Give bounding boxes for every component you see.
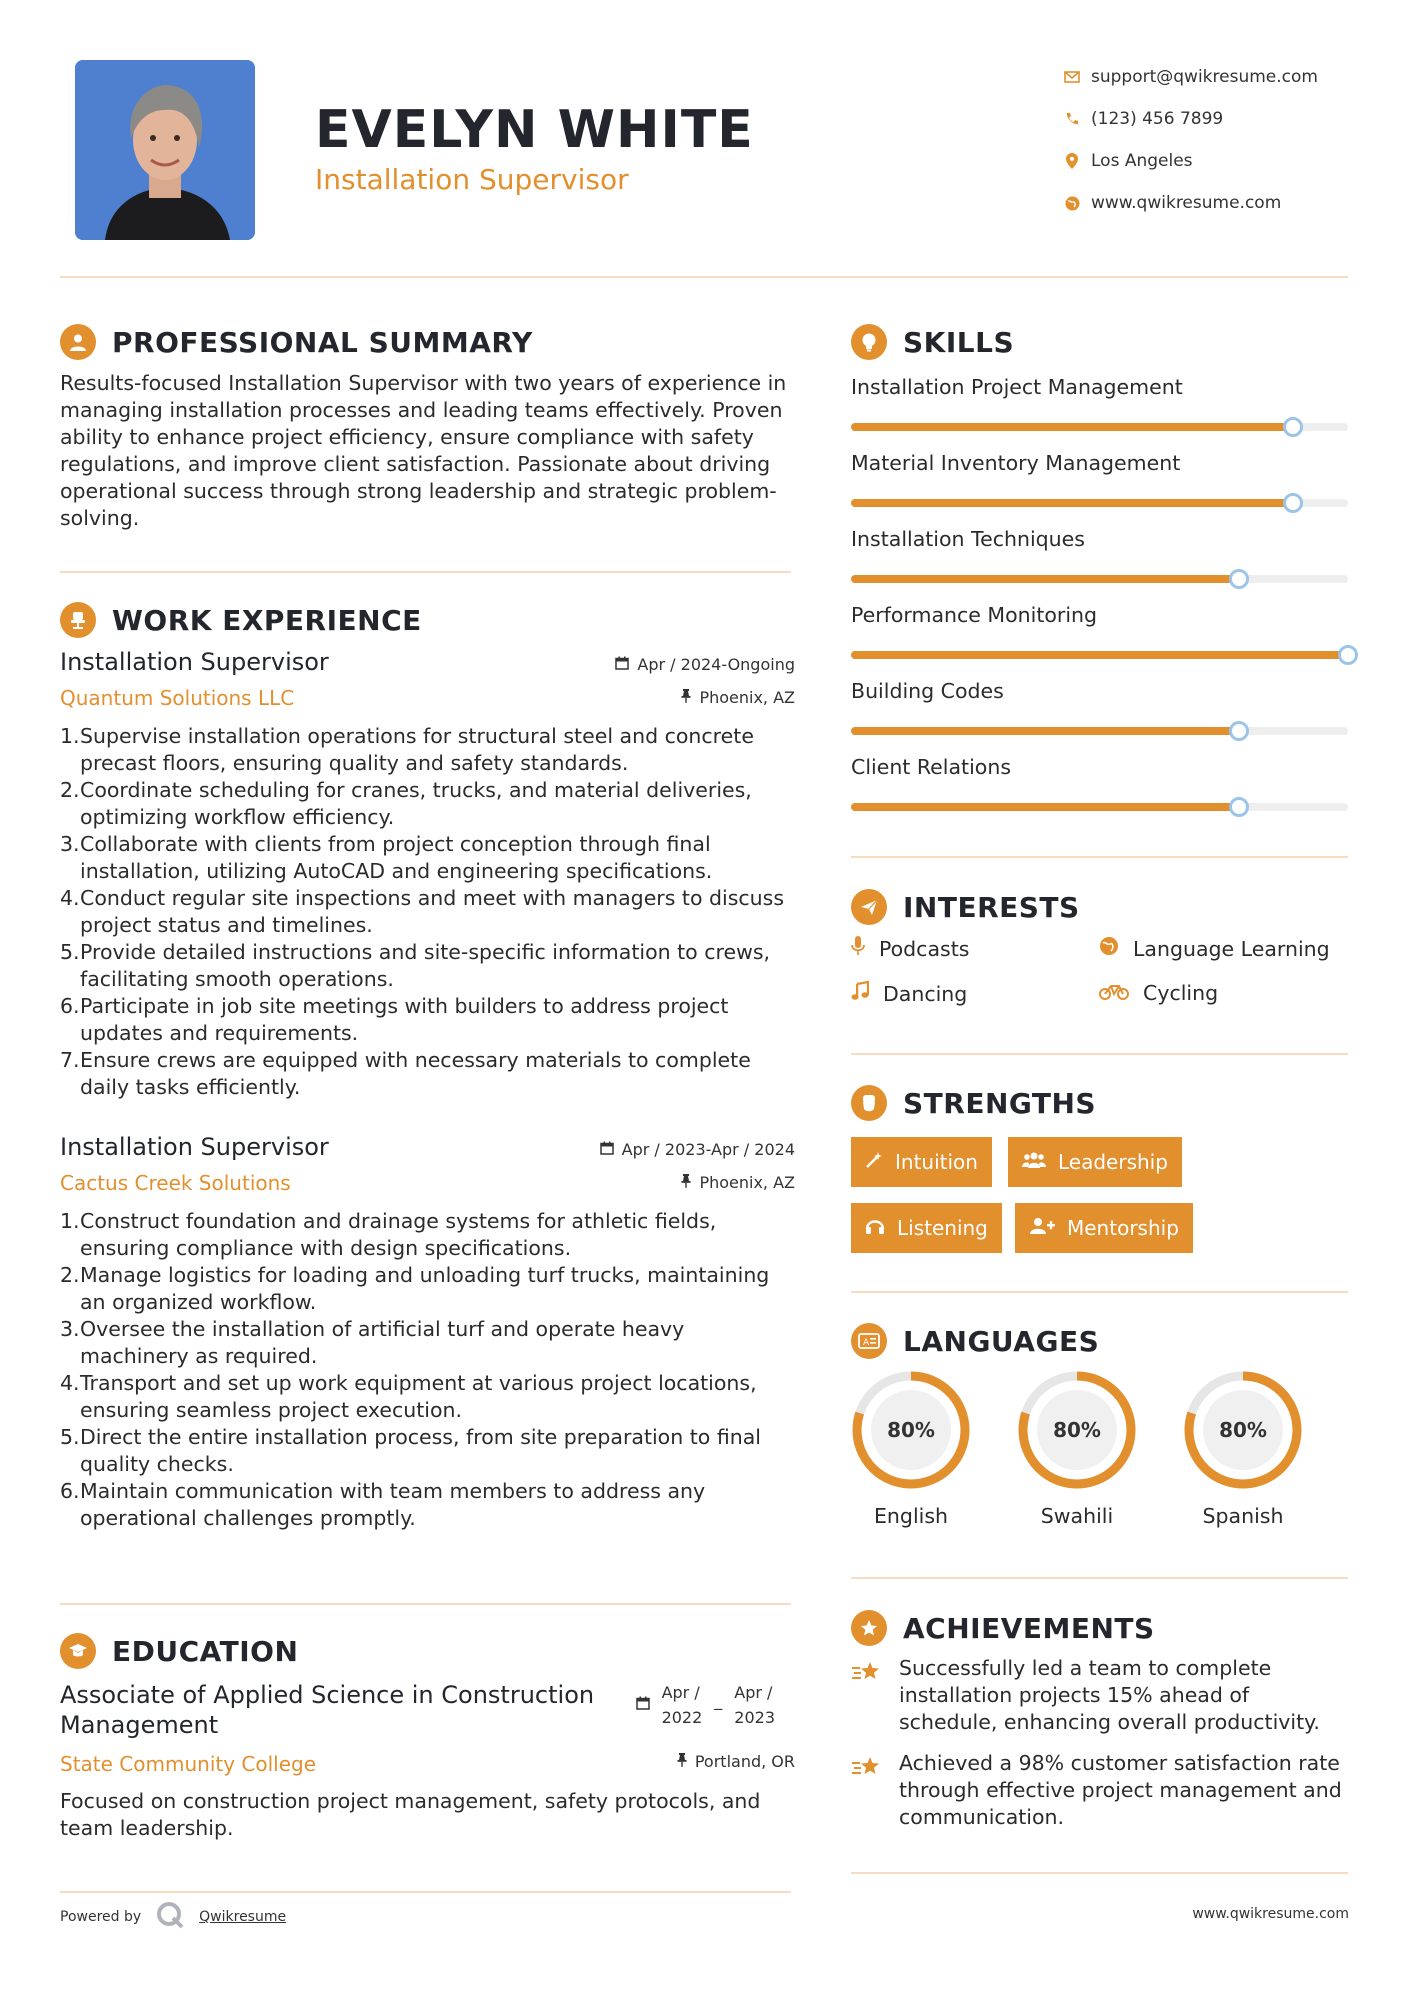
job-dates-text: Apr / 2023-Apr / 2024 xyxy=(621,1140,795,1159)
bullet-number: 7. xyxy=(60,1048,80,1072)
interest-item xyxy=(851,936,969,961)
education-entry xyxy=(60,1680,795,1842)
language-progress-ring xyxy=(849,1368,973,1492)
bullet-text: Participate in job site meetings with builders to address project updates and requirements. xyxy=(80,994,729,1045)
strengths-divider xyxy=(851,1291,1348,1293)
job-bullet xyxy=(60,993,795,1047)
achievement-text: Successfully led a team to complete installation projects 15% ahead of schedule, enhancing overall productivity. xyxy=(899,1656,1320,1734)
bullet-text: Manage logistics for loading and unloading turf trucks, maintaining an organized workflow. xyxy=(80,1263,770,1314)
education-start xyxy=(662,1680,703,1730)
education-heading-text: EDUCATION xyxy=(112,1634,299,1668)
skill-label: Client Relations xyxy=(851,755,1012,779)
lightbulb-icon xyxy=(851,324,887,360)
strength-tag xyxy=(851,1203,1002,1253)
skill-label: Performance Monitoring xyxy=(851,603,1098,627)
skill-bar-fill xyxy=(851,423,1293,431)
bullet-text: Transport and set up work equipment at various project locations, ensuring seamless project execution. xyxy=(80,1371,757,1422)
work-divider xyxy=(60,1603,791,1605)
contact-list xyxy=(1053,56,1383,224)
achievements-heading xyxy=(851,1610,1155,1646)
shooting-star-icon xyxy=(851,1750,885,1831)
bullet-number: 6. xyxy=(60,1479,80,1503)
skill-bar xyxy=(851,575,1348,583)
job-bullet xyxy=(60,723,795,777)
job-location-text: Phoenix, AZ xyxy=(699,1173,795,1192)
interest-item xyxy=(1099,981,1218,1005)
date-separator: _ xyxy=(714,1691,723,1710)
education-end-year: 2023 xyxy=(734,1708,775,1727)
skill-bar-knob xyxy=(1229,569,1249,589)
star-badge-icon xyxy=(851,1610,887,1646)
music-note-icon xyxy=(851,981,869,1006)
job-location xyxy=(615,681,795,714)
job-meta xyxy=(615,648,795,714)
job-bullet xyxy=(60,1208,795,1262)
globe-icon xyxy=(1099,936,1119,961)
achievements-heading-text: ACHIEVEMENTS xyxy=(903,1611,1155,1645)
skill-bar xyxy=(851,499,1348,507)
job-location-text: Phoenix, AZ xyxy=(699,688,795,707)
bullet-number: 6. xyxy=(60,994,80,1018)
qwikresume-link[interactable]: Qwikresume xyxy=(199,1909,287,1925)
bullet-number: 3. xyxy=(60,832,80,856)
strength-tag xyxy=(851,1137,992,1187)
job-bullet xyxy=(60,939,795,993)
education-heading xyxy=(60,1633,298,1669)
contact-website-text: www.qwikresume.com xyxy=(1091,193,1282,213)
skill-item xyxy=(851,375,1348,431)
contact-phone[interactable] xyxy=(1053,98,1383,140)
bullet-number: 4. xyxy=(60,886,80,910)
interests-heading-text: INTERESTS xyxy=(903,890,1080,924)
bullet-text: Construct foundation and drainage systems for athletic fields, ensuring compliance with design specifications. xyxy=(80,1209,717,1260)
contact-email-text: support@qwikresume.com xyxy=(1091,67,1318,87)
achievement-item xyxy=(851,1750,1351,1831)
bullet-text: Collaborate with clients from project conception through final installation, utilizing AutoCAD and engineering specifications. xyxy=(80,832,713,883)
bullet-number: 2. xyxy=(60,778,80,802)
language-percent: 80% xyxy=(1219,1418,1267,1442)
skill-bar xyxy=(851,803,1348,811)
education-description: Focused on construction project management, safety protocols, and team leadership. xyxy=(60,1789,761,1840)
job-bullet xyxy=(60,831,795,885)
interests-heading xyxy=(851,889,1080,925)
pushpin-icon xyxy=(677,1752,687,1771)
skill-label: Building Codes xyxy=(851,679,1004,703)
contact-email[interactable] xyxy=(1053,56,1383,98)
skills-heading-text: SKILLS xyxy=(903,325,1015,359)
bullet-number: 1. xyxy=(60,1209,80,1233)
graduation-icon xyxy=(60,1633,96,1669)
envelope-icon xyxy=(1053,71,1091,83)
job-bullet-list xyxy=(60,723,795,1101)
job-location xyxy=(600,1166,795,1199)
interest-label: Language Learning xyxy=(1133,936,1330,961)
education-end xyxy=(734,1680,775,1730)
job-bullet-list xyxy=(60,1208,795,1532)
bullet-text: Oversee the installation of artificial turf and operate heavy machinery as required. xyxy=(80,1317,685,1368)
skill-bar-knob xyxy=(1283,493,1303,513)
job-dates xyxy=(615,648,795,681)
bullet-number: 2. xyxy=(60,1263,80,1287)
interest-label: Podcasts xyxy=(879,936,970,961)
qwikresume-logo-icon xyxy=(155,1900,185,1934)
education-dates xyxy=(636,1680,775,1730)
job-bullet xyxy=(60,1370,795,1424)
skill-item xyxy=(851,679,1348,735)
job-bullet xyxy=(60,1316,795,1370)
powered-by-text: Powered by xyxy=(60,1909,142,1925)
calendar-icon xyxy=(636,1692,650,1717)
education-degree: Associate of Applied Science in Construction Management xyxy=(60,1681,595,1739)
achievements-divider xyxy=(851,1872,1348,1874)
education-location xyxy=(677,1752,795,1771)
user-icon xyxy=(60,324,96,360)
job-bullet xyxy=(60,1262,795,1316)
education-start-year: 2022 xyxy=(661,1708,703,1727)
chair-icon xyxy=(60,602,96,638)
strength-tag xyxy=(1015,1203,1193,1253)
language-item xyxy=(1178,1368,1308,1528)
candidate-name: EVELYN WHITE xyxy=(315,100,754,160)
summary-divider xyxy=(60,571,791,573)
skills-divider xyxy=(851,856,1348,858)
contact-website[interactable] xyxy=(1053,182,1383,224)
work-heading xyxy=(60,602,422,638)
svg-text:A: A xyxy=(863,1338,870,1348)
job-meta xyxy=(600,1133,795,1199)
interests-divider xyxy=(851,1053,1348,1055)
education-start-month: Apr / xyxy=(661,1683,700,1702)
skill-item xyxy=(851,527,1348,583)
profile-photo xyxy=(75,60,255,240)
skill-bar xyxy=(851,727,1348,735)
skill-bar-knob xyxy=(1283,417,1303,437)
footer-powered-by xyxy=(60,1900,286,1934)
job-entry xyxy=(60,1133,795,1532)
language-card-icon xyxy=(851,1323,887,1359)
skill-bar-fill xyxy=(851,803,1239,811)
language-percent: 80% xyxy=(887,1418,935,1442)
bullet-text: Coordinate scheduling for cranes, trucks, and material deliveries, optimizing workflow efficiency. xyxy=(80,778,752,829)
fist-icon xyxy=(851,1085,887,1121)
bullet-text: Maintain communication with team members to address any operational challenges promptly. xyxy=(80,1479,706,1530)
skill-label: Installation Techniques xyxy=(851,527,1085,551)
language-name: Swahili xyxy=(1040,1504,1114,1528)
skill-label: Material Inventory Management xyxy=(851,451,1181,475)
job-dates xyxy=(600,1133,795,1166)
strengths-heading-text: STRENGTHS xyxy=(903,1086,1097,1120)
users-icon xyxy=(1022,1150,1046,1174)
bullet-text: Provide detailed instructions and site-specific information to crews, facilitating smooth operations. xyxy=(80,940,771,991)
skill-bar xyxy=(851,423,1348,431)
strength-label: Leadership xyxy=(1058,1150,1168,1174)
summary-heading xyxy=(60,324,533,360)
job-title: Installation Supervisor xyxy=(60,648,329,676)
skill-item xyxy=(851,451,1348,507)
microphone-icon xyxy=(851,936,865,961)
candidate-role: Installation Supervisor xyxy=(315,163,629,196)
bullet-text: Supervise installation operations for structural steel and concrete precast floors, ensuring quality and safety standards. xyxy=(80,724,754,775)
job-title: Installation Supervisor xyxy=(60,1133,329,1161)
bullet-text: Conduct regular site inspections and meet with managers to discuss project status and timelines. xyxy=(80,886,785,937)
pushpin-icon xyxy=(681,1173,691,1192)
language-item xyxy=(1012,1368,1142,1528)
calendar-icon xyxy=(600,1140,614,1159)
job-entry xyxy=(60,648,795,1101)
bullet-number: 5. xyxy=(60,940,80,964)
language-name: Spanish xyxy=(1202,1504,1284,1528)
languages-heading xyxy=(851,1323,1099,1359)
shooting-star-icon xyxy=(851,1655,885,1736)
globe-icon xyxy=(1053,196,1091,211)
job-bullet xyxy=(60,1424,795,1478)
skill-label: Installation Project Management xyxy=(851,375,1183,399)
skill-item xyxy=(851,603,1348,659)
education-school: State Community College xyxy=(60,1752,317,1776)
education-location-text: Portland, OR xyxy=(694,1752,795,1771)
interest-item xyxy=(851,981,967,1006)
languages-divider xyxy=(851,1577,1348,1579)
header-divider xyxy=(60,276,1348,278)
language-name: English xyxy=(873,1504,949,1528)
skill-bar-fill xyxy=(851,575,1239,583)
bicycle-icon xyxy=(1099,981,1129,1005)
bullet-number: 5. xyxy=(60,1425,80,1449)
skill-bar-knob xyxy=(1338,645,1358,665)
phone-icon xyxy=(1053,112,1091,126)
language-progress-ring xyxy=(1015,1368,1139,1492)
skill-item xyxy=(851,755,1348,811)
language-percent: 80% xyxy=(1053,1418,1101,1442)
language-progress-ring xyxy=(1181,1368,1305,1492)
achievement-text: Achieved a 98% customer satisfaction rate through effective project management and communication. xyxy=(899,1751,1342,1829)
bullet-number: 1. xyxy=(60,724,80,748)
job-company: Quantum Solutions LLC xyxy=(60,686,295,710)
skill-bar-fill xyxy=(851,499,1293,507)
skills-heading xyxy=(851,324,1014,360)
languages-heading-text: LANGUAGES xyxy=(903,1324,1100,1358)
bullet-text: Ensure crews are equipped with necessary materials to complete daily tasks efficiently. xyxy=(80,1048,751,1099)
interest-item xyxy=(1099,936,1330,961)
calendar-icon xyxy=(615,655,629,674)
achievement-item xyxy=(851,1655,1351,1736)
skill-bar-fill xyxy=(851,651,1348,659)
language-item xyxy=(846,1368,976,1528)
job-bullet xyxy=(60,885,795,939)
pushpin-icon xyxy=(681,688,691,707)
magic-wand-icon xyxy=(865,1150,883,1174)
job-company: Cactus Creek Solutions xyxy=(60,1171,291,1195)
bullet-number: 3. xyxy=(60,1317,80,1341)
education-divider xyxy=(60,1891,791,1893)
interest-label: Dancing xyxy=(883,981,968,1006)
skill-bar-knob xyxy=(1229,721,1249,741)
interest-label: Cycling xyxy=(1143,981,1219,1005)
contact-location xyxy=(1053,140,1383,182)
job-bullet xyxy=(60,1047,795,1101)
summary-heading-text: PROFESSIONAL SUMMARY xyxy=(112,325,533,359)
strengths-heading xyxy=(851,1085,1096,1121)
skill-bar-knob xyxy=(1229,797,1249,817)
bullet-text: Direct the entire installation process, from site preparation to final quality checks. xyxy=(80,1425,761,1476)
strength-label: Mentorship xyxy=(1067,1216,1179,1240)
bullet-number: 4. xyxy=(60,1371,80,1395)
education-end-month: Apr / xyxy=(734,1683,773,1702)
headphones-icon xyxy=(865,1216,885,1240)
strength-tag xyxy=(1008,1137,1182,1187)
work-heading-text: WORK EXPERIENCE xyxy=(112,603,422,637)
contact-phone-text: (123) 456 7899 xyxy=(1091,109,1224,129)
skill-bar xyxy=(851,651,1348,659)
paper-plane-icon xyxy=(851,889,887,925)
job-bullet xyxy=(60,1478,795,1532)
user-plus-icon xyxy=(1029,1216,1055,1240)
map-pin-icon xyxy=(1053,153,1091,169)
job-bullet xyxy=(60,777,795,831)
footer-website[interactable]: www.qwikresume.com xyxy=(1192,1906,1349,1922)
skill-bar-fill xyxy=(851,727,1239,735)
strength-label: Intuition xyxy=(895,1150,978,1174)
job-dates-text: Apr / 2024-Ongoing xyxy=(637,655,795,674)
summary-text: Results-focused Installation Supervisor with two years of experience in managing installation processes and leading teams effectively. Proven ability to enhance project efficiency, ensure compliance with safety regulations, and improve client satisfaction. Passionate about driving operational success through strong leadership and strategic problem-solving. xyxy=(60,371,787,530)
portrait-image xyxy=(75,60,255,240)
contact-location-text: Los Angeles xyxy=(1091,151,1193,171)
strength-label: Listening xyxy=(897,1216,988,1240)
